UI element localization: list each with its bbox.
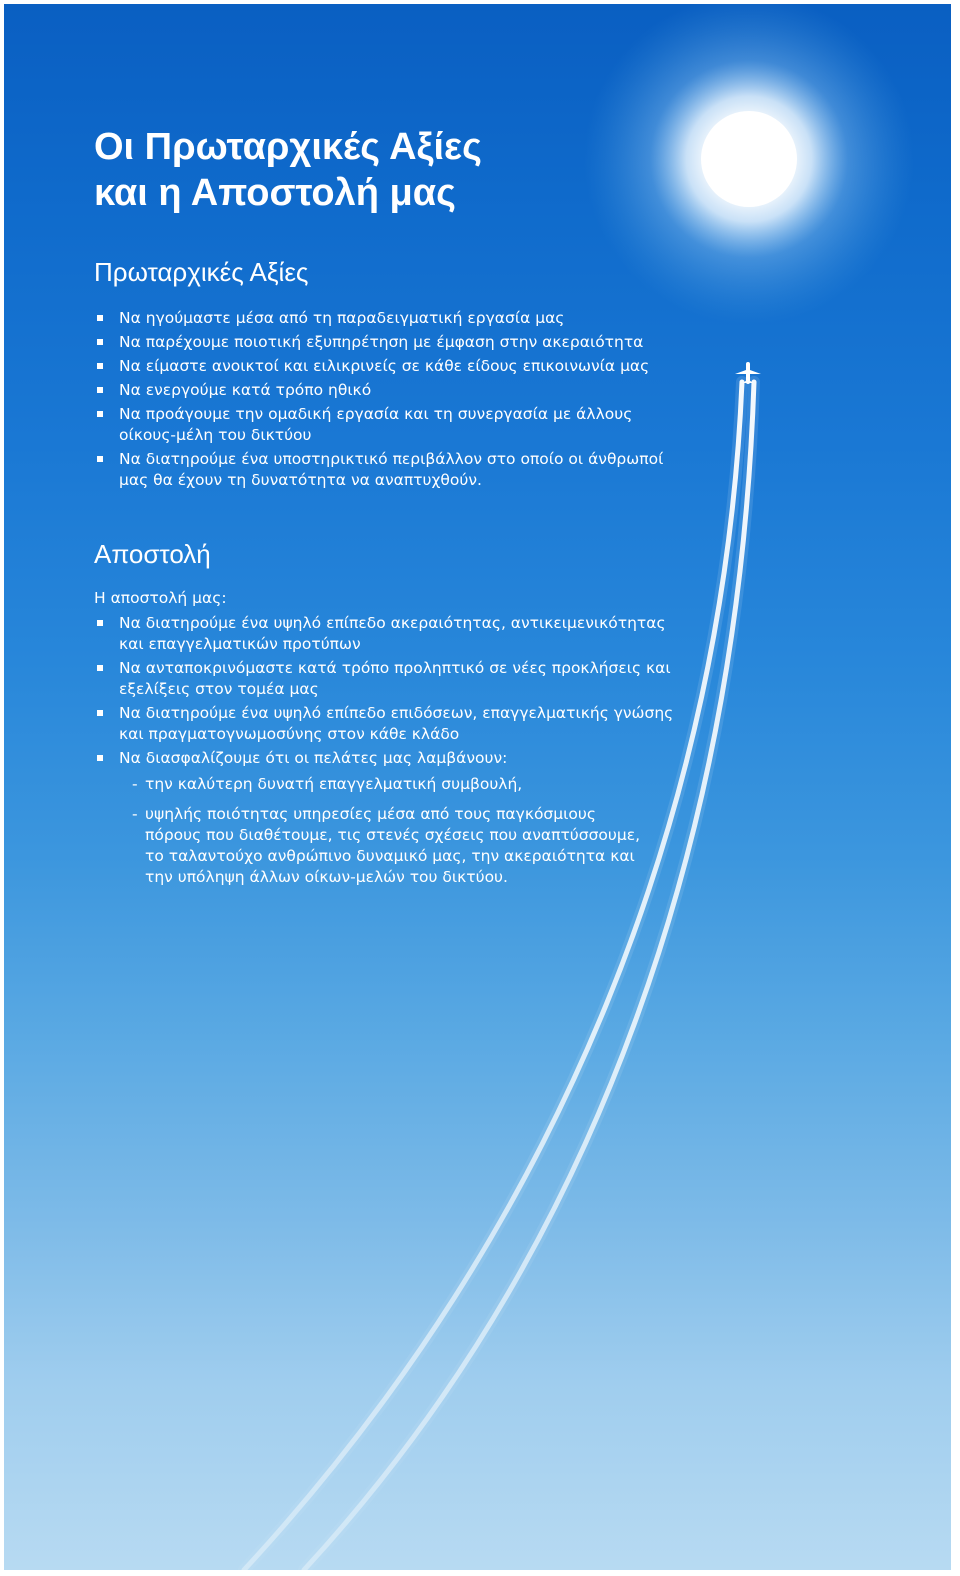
list-item: Να διασφαλίζουμε ότι οι πελάτες μας λαμβάνουν: xyxy=(94,748,684,769)
list-item: Να είμαστε ανοικτοί και ειλικρινείς σε κάθε είδους επικοινωνία μας xyxy=(94,356,684,377)
mission-heading: Αποστολή xyxy=(94,539,211,569)
bullet-icon xyxy=(97,339,103,345)
title-line-1: Οι Πρωταρχικές Αξίες xyxy=(94,126,482,168)
bullet-icon xyxy=(97,456,103,462)
dash-marker: - xyxy=(132,775,138,793)
list-item: Να παρέχουμε ποιοτική εξυπηρέτηση με έμφαση στην ακεραιότητα xyxy=(94,332,684,353)
list-item: Να ενεργούμε κατά τρόπο ηθικό xyxy=(94,380,684,401)
list-item: Να διατηρούμε ένα υποστηρικτικό περιβάλλον στο οποίο οι άνθρωποί μας θα έχουν τη δυνατότητα να αναπτυχθούν. xyxy=(94,449,684,491)
mission-list xyxy=(94,613,684,772)
dash-marker: - xyxy=(132,805,138,823)
list-item: Να ανταποκρινόμαστε κατά τρόπο προληπτικό σε νέες προκλήσεις και εξελίξεις στον τομέα μας xyxy=(94,658,684,700)
contrail-right xyxy=(304,382,754,1570)
sublist-item: - την καλύτερη δυνατή επαγγελματική συμβουλή, xyxy=(132,775,523,793)
list-item: Να διατηρούμε ένα υψηλό επίπεδο ακεραιότητας, αντικειμενικότητας και επαγγελματικών προτύπων xyxy=(94,613,684,655)
contrails xyxy=(244,382,754,1570)
bullet-icon xyxy=(97,387,103,393)
page-title xyxy=(94,124,482,216)
bullet-icon xyxy=(97,315,103,321)
bullet-icon xyxy=(97,411,103,417)
title-line-2: και η Αποστολή μας xyxy=(94,172,456,214)
contrail-left xyxy=(244,382,742,1570)
values-list xyxy=(94,308,684,494)
sublist-item: - υψηλής ποιότητας υπηρεσίες μέσα από τους παγκόσμιους πόρους που διαθέτουμε, τις στενές σχέσεις που αναπτύσσουμε, το ταλαντούχο ανθρώπινο δυναμικό μας, την ακεραιότητα και την υπόληψη άλλων οίκων-μελών του δικτύου. xyxy=(132,805,641,886)
sun xyxy=(701,111,797,207)
bullet-icon xyxy=(97,665,103,671)
bullet-icon xyxy=(97,363,103,369)
values-heading: Πρωταρχικές Αξίες xyxy=(94,257,309,287)
bullet-icon xyxy=(97,710,103,716)
list-item: Να διατηρούμε ένα υψηλό επίπεδο επιδόσεων, επαγγελματικής γνώσης και πραγματογνωμοσύνης στον κάθε κλάδο xyxy=(94,703,684,745)
list-item: Να ηγούμαστε μέσα από τη παραδειγματική εργασία μας xyxy=(94,308,684,329)
bullet-icon xyxy=(97,755,103,761)
mission-intro: Η αποστολή μας: xyxy=(94,589,227,607)
mission-sublist xyxy=(132,774,652,897)
list-item: Να προάγουμε την ομαδική εργασία και τη συνεργασία με άλλους οίκους-μέλη του δικτύου xyxy=(94,404,684,446)
cover-panel xyxy=(4,4,951,1570)
bullet-icon xyxy=(97,620,103,626)
